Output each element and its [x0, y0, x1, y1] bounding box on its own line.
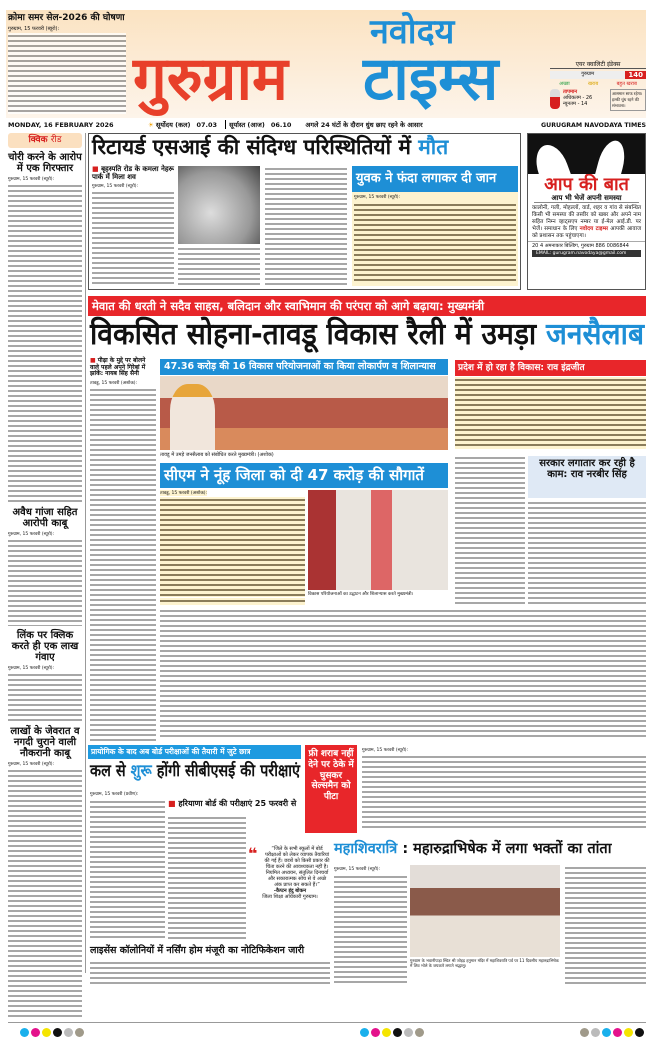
exams-headline-a: कल से	[90, 761, 126, 780]
sunset-time: 06.10	[270, 120, 292, 129]
aqi-city: गुरुग्राम	[550, 71, 625, 79]
paper-name-text: GURUGRAM NAVODAYA TIMES	[541, 120, 646, 129]
exams-strip-text: प्रायोगिक के बाद अब बोर्ड परीक्षाओं की तैयारी में जुटे छात्र	[91, 747, 251, 756]
protest-illustration-icon	[528, 134, 645, 174]
registration-marks	[360, 1028, 426, 1037]
aqi-widget	[550, 60, 646, 116]
rally-headline-text: विकसित सोहना-तावडू विकास रैली में उमड़ा	[90, 317, 537, 352]
exams-dateline: गुरुग्राम, 15 फरवरी (प्रवीण):	[90, 792, 139, 797]
left-story-dateline: गुरुग्राम, 15 फरवरी (ब्यूरो):	[8, 666, 55, 671]
brief-dateline: गुरुग्राम, 15 फरवरी (ब्यूरो):	[8, 25, 60, 32]
contact-text: 20 4 अमनाकार बिल्डिंग, गुरुग्राम 886 0086844	[532, 242, 629, 249]
temp-max: अधिकतम - 26	[563, 95, 593, 101]
lead-subhead	[92, 166, 174, 181]
logo-main	[133, 46, 355, 112]
left-story-headline: लिंक पर क्लिक करते ही एक लाख गंवाए	[11, 630, 79, 663]
cm-dateline: तावडू, 15 फरवरी (अशोक):	[160, 491, 208, 496]
quick-read-label-b: रीड	[50, 135, 62, 145]
thermometer-icon	[550, 89, 560, 109]
left-story-dateline: गुरुग्राम, 15 फरवरी (ब्यूरो):	[8, 532, 55, 537]
nursing-headline	[90, 946, 330, 956]
shivratri-photo-caption: गुरुग्राम के भवानीपाड़ा स्थित श्री जोहड़ हनुमान मंदिर में महाशिवरात्रि पर्व पर 11 दिवसीय महारुद्राभिषेक में शिव भोले के जयकारे लगाते श्रद्धालु।	[410, 958, 559, 968]
aap-ki-baat-body: कालोनी, गली, मोहल्लों, वार्ड, शहर व गांव से संबन्धित किसी भी समस्या की तस्वीर को खबर और अपने नाम सहित निम्न व्हाट्सएप नम्बर या ई-मेल आई.डी. पर भेजें। समाधान के लिए	[532, 205, 641, 233]
logo-side-text: टाइम्स	[363, 44, 499, 114]
aqi-legend-poor: खराब	[587, 81, 599, 87]
left-column	[8, 152, 82, 1020]
rally-photo-caption	[160, 452, 448, 458]
logo-main-text: गुरुग्राम	[133, 44, 288, 114]
side-dateline: गुरुग्राम, 15 फरवरी (ब्यूरो):	[354, 195, 401, 200]
aap-ki-baat-title: आप की बात	[544, 174, 629, 195]
rally-photo	[160, 376, 448, 450]
liquor-box: फ्री शराब नहीं देने पर ठेके में घुसकर सेल्समैन को पीटा	[305, 745, 357, 833]
lead-headline-text: रिटायर्ड एसआई की संदिग्ध परिस्थितियों में	[92, 135, 411, 159]
quote-text: “जिले के सभी स्कूलों में बोर्ड परीक्षाओं को लेकर व्यापक तैयारियां की गई हैं। छात्रों को किसी प्रकार की चिंता करने की आवश्यकता नहीं है। नियमित अध्ययन, संतुलित दिनचर्या और सकारात्मक सोच से वे अच्छे अंक प्राप्त कर सकते हैं।”	[264, 846, 330, 888]
nursing-headline-text: लाइसेंस कॉलोनियों में नर्सिंग होम मंजूरी का नोटिफिकेशन जारी	[90, 945, 305, 956]
logo-side	[363, 46, 518, 112]
left-story-dateline: गुरुग्राम, 15 फरवरी (ब्यूरो):	[8, 762, 55, 767]
email-text[interactable]: EMAIL: gurugram.navodaya@gmail.com	[536, 250, 627, 256]
aqi-value: 140	[625, 71, 646, 79]
left-story-headline: अवैध गांजा सहित आरोपी काबू	[12, 507, 78, 529]
rally-headline	[90, 318, 644, 351]
side-story-box	[352, 192, 518, 286]
logo-top-text: नवोदय	[370, 12, 455, 52]
issue-date	[8, 121, 143, 129]
rally-photo-strip-text: 47.36 करोड़ की 16 विकास परियोजनाओं का किया लोकार्पण व शिलान्यास	[164, 361, 436, 372]
shivratri-photo	[410, 865, 560, 957]
issue-date-text: MONDAY, 16 FEBRUARY 2026	[8, 120, 114, 129]
date-bar	[8, 119, 646, 130]
side-headline-text: युवक ने फंदा लगाकर दी जान	[356, 171, 497, 186]
haryana-board-subhead-text: हरियाणा बोर्ड की परीक्षाएं 25 फरवरी से	[178, 799, 297, 808]
aqi-label: एयर क्वालिटी इंडेक्स	[550, 60, 646, 69]
contact-line	[528, 241, 645, 250]
rally-photo-strip	[160, 359, 448, 375]
left-story-headline: चोरी करने के आरोप में एक गिरफ्तार	[8, 152, 82, 174]
shivratri-headline	[334, 842, 646, 858]
sunrise-label: सूर्योदय (कल)	[155, 121, 191, 129]
cm-photo-caption-text: विकास परियोजनाओं का उद्घाटन और शिलान्यास करते मुख्यमंत्री।	[308, 592, 414, 597]
aap-ki-baat-body-end: आपकी आवाज को प्रशासन तक पहुंचाएगा।	[532, 226, 642, 239]
speaker-figure	[170, 384, 215, 450]
shivratri-headline-highlight: महाशिवरात्रि	[334, 841, 398, 857]
cm-photo-caption	[308, 591, 448, 597]
exams-headline	[90, 762, 300, 780]
lead-left-column	[92, 166, 174, 286]
bullet-icon: ■	[92, 165, 99, 173]
rally-side-brief-text: पीढ़ा के मुद्दे पर बोलने वाले पहले अपने गिरेबां में झांकें: नायब सिंह सैनी	[90, 357, 146, 378]
side-headline	[352, 166, 518, 192]
exams-headline-highlight: शुरू	[130, 761, 152, 780]
haryana-board-subhead	[168, 800, 300, 809]
weather-forecast-line: अगले 24 घंटों के दौरान धुंध छाए रहने के आसार	[305, 121, 423, 129]
temp-min: न्यूनतम - 14	[563, 101, 588, 107]
registration-marks	[20, 1028, 86, 1037]
indrajit-headline-text: प्रदेश में हो रहा है विकास: राव इंद्रजीत	[458, 363, 585, 373]
sun-icon: ☀	[148, 120, 154, 129]
indrajit-headline	[455, 360, 646, 376]
quote-box	[250, 846, 330, 900]
quick-read-label-a: क्विक	[28, 135, 48, 145]
weather-forecast-text	[305, 120, 533, 129]
rally-side-brief	[90, 358, 156, 378]
brief-box	[8, 14, 126, 114]
lead-dateline: गुरुग्राम, 15 फरवरी (ब्यूरो):	[92, 184, 139, 190]
rally-kicker	[88, 296, 646, 316]
brief-headline: क्रोमा समर सेल-2026 की घोषणा	[8, 13, 125, 23]
aap-ki-baat-box	[527, 133, 646, 290]
exams-headline-c: होंगी सीबीएसई की परीक्षाएं	[156, 761, 300, 780]
bullet-icon: ■	[168, 799, 176, 808]
rally-side-dateline: तावडू, 15 फरवरी (अशोक):	[90, 380, 138, 386]
sunrise-time: 07.03	[196, 120, 218, 129]
left-story-headline: लाखों के जेवरात व नगदी चुराने वाली नौकरानी काबू	[10, 726, 80, 759]
cm-headline	[160, 463, 448, 488]
shivratri-dateline: गुरुग्राम, 15 फरवरी (ब्यूरो):	[334, 867, 381, 872]
narbir-box: सरकार लगातार कर रही है काम: राव नरबीर सिंह	[528, 456, 646, 498]
weather-title: तापमान	[563, 89, 578, 95]
paper-name	[541, 121, 646, 129]
rally-headline-highlight: जनसैलाब	[545, 317, 645, 352]
rally-photo-caption-text: तावडू में उमड़े जनसैलाब को संबोधित करते मुख्यमंत्री। (अशोक)	[160, 452, 274, 458]
email-line[interactable]	[532, 250, 641, 257]
quote-icon: ❝	[248, 844, 258, 863]
exams-strip	[88, 745, 301, 759]
lead-headline	[92, 136, 517, 159]
lead-photo	[178, 166, 260, 244]
aqi-legend-good: अच्छा	[559, 81, 570, 87]
bullet-icon: ■	[90, 357, 96, 364]
quote-author: -कैप्टन इंदु बोकन	[273, 888, 307, 894]
cm-inauguration-photo	[308, 490, 448, 590]
rally-side-column	[90, 358, 156, 743]
aap-ki-baat-subtitle: आप भी भेजें अपनी समस्या	[534, 195, 639, 204]
quick-read-tab	[8, 133, 82, 148]
left-story-dateline: गुरुग्राम, 15 फरवरी (ब्यूरो):	[8, 177, 55, 182]
liquor-dateline: गुरुग्राम, 15 फरवरी (ब्यूरो):	[362, 748, 409, 753]
aap-ki-baat-brand: नवोदय टाइम्स	[579, 226, 609, 233]
lead-headline-highlight: मौत	[418, 135, 449, 159]
rally-kicker-text: मेवात की धरती ने सदैव साहस, बलिदान और स्वाभिमान की परंपरा को आगे बढ़ाया: मुख्यमंत्री	[92, 299, 485, 313]
registration-marks	[580, 1028, 646, 1037]
shivratri-headline-text: : महारुद्राभिषेक में लगा भक्तों का तांता	[402, 841, 612, 857]
weather-forecast: आसमान साफ रहेगा। हल्की धुंध रहने की संभावना।	[610, 89, 646, 111]
sunset-label: सूर्यास्त (आज)	[225, 120, 265, 129]
lead-subhead-text: बृहस्पति रोड के कमला नेहरू पार्क में मिला शव	[92, 165, 174, 181]
cm-headline-text: सीएम ने नूंह जिला को दी 47 करोड़ की सौगातें	[164, 466, 424, 484]
aqi-legend-bad: बहुत खराब	[616, 81, 637, 87]
quote-role: जिला शिक्षा अधिकारी गुरुग्राम।	[262, 894, 318, 900]
